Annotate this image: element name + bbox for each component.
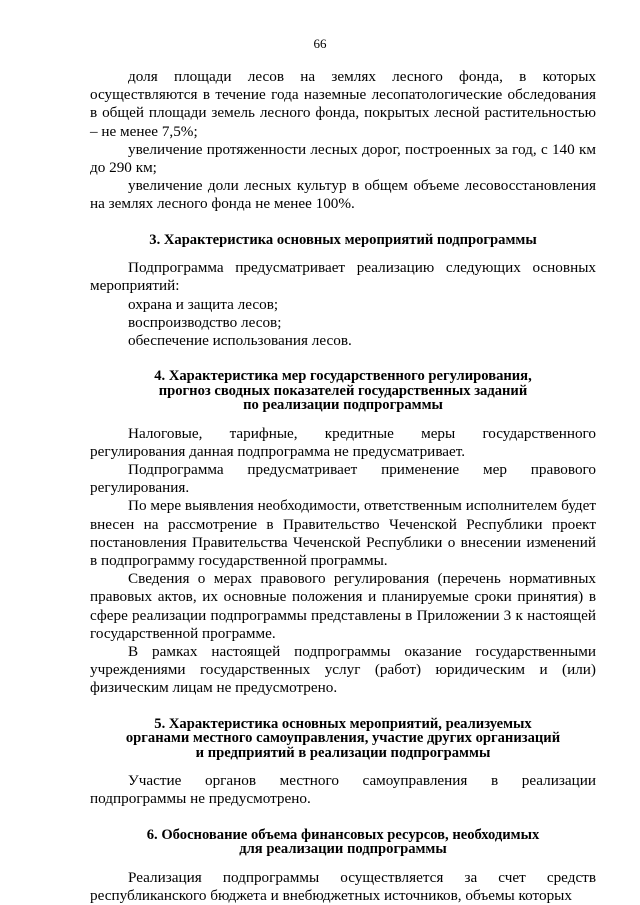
section-4-paragraph: По мере выявления необходимости, ответственным исполнителем будет внесен на рассмотрение в Правительство Чеченской Республики проект постановления Правительства Чеченской Республики о внесении изменений в подпрограмму государственной программы. [90, 497, 596, 570]
section-5-heading: 5. Характеристика основных мероприятий, реализуемых органами местного самоуправления, участие других организаций и предприятий в реализации подпрограммы [125, 715, 561, 761]
section-6-paragraph: Реализация подпрограммы осуществляется за счет средств республиканского бюджета и внебюджетных источников, объемы которых [90, 868, 596, 904]
section-3-paragraph: Подпрограмма предусматривает реализацию следующих основных мероприятий: [90, 259, 596, 295]
section-4-paragraph: Подпрограмма предусматривает применение мер правового регулирования. [90, 461, 596, 497]
section-6-heading: 6. Обоснование объема финансовых ресурсов, необходимых для реализации подпрограммы [146, 826, 540, 858]
section-5-paragraph: Участие органов местного самоуправления в реализации подпрограммы не предусмотрено. [90, 772, 596, 808]
intro-paragraph: доля площади лесов на землях лесного фонда, в которых осуществляются в течение года наземные лесопатологические обследования в общей площади земель лесного фонда, покрытых лесной растительностью – не менее 7,5%; [90, 68, 596, 140]
section-3-list [90, 296, 596, 351]
list-item: воспроизводство лесов; [128, 313, 282, 331]
section-4-paragraph: В рамках настоящей подпрограммы оказание государственными учреждениями государственных услуг (работ) юридическим и (или) физическим лицам не предусмотрено. [90, 643, 596, 697]
page-content [90, 68, 596, 905]
section-4-heading: 4. Характеристика мер государственного регулирования, прогноз сводных показателей государственных заданий по реализации подпрограммы [154, 368, 532, 414]
list-item: обеспечение использования лесов. [128, 331, 352, 349]
section-3-heading: 3. Характеристика основных мероприятий подпрограммы [149, 231, 537, 248]
intro-paragraph: увеличение протяженности лесных дорог, построенных за год, с 140 км до 290 км; [90, 140, 596, 177]
section-4-paragraph: Налоговые, тарифные, кредитные меры государственного регулирования данная подпрограмма не предусматривает. [90, 424, 596, 460]
intro-paragraph: увеличение доли лесных культур в общем объеме лесовосстановления на землях лесного фонда не менее 100%. [90, 177, 596, 213]
list-item: охрана и защита лесов; [128, 295, 279, 313]
page-number: 66 [313, 36, 327, 51]
section-4-paragraph: Сведения о мерах правового регулирования (перечень нормативных правовых актов, их основные положения и планируемые сроки принятия) в сфере реализации подпрограммы представлены в Приложении 3 к настоящей государственной программе. [90, 570, 596, 642]
